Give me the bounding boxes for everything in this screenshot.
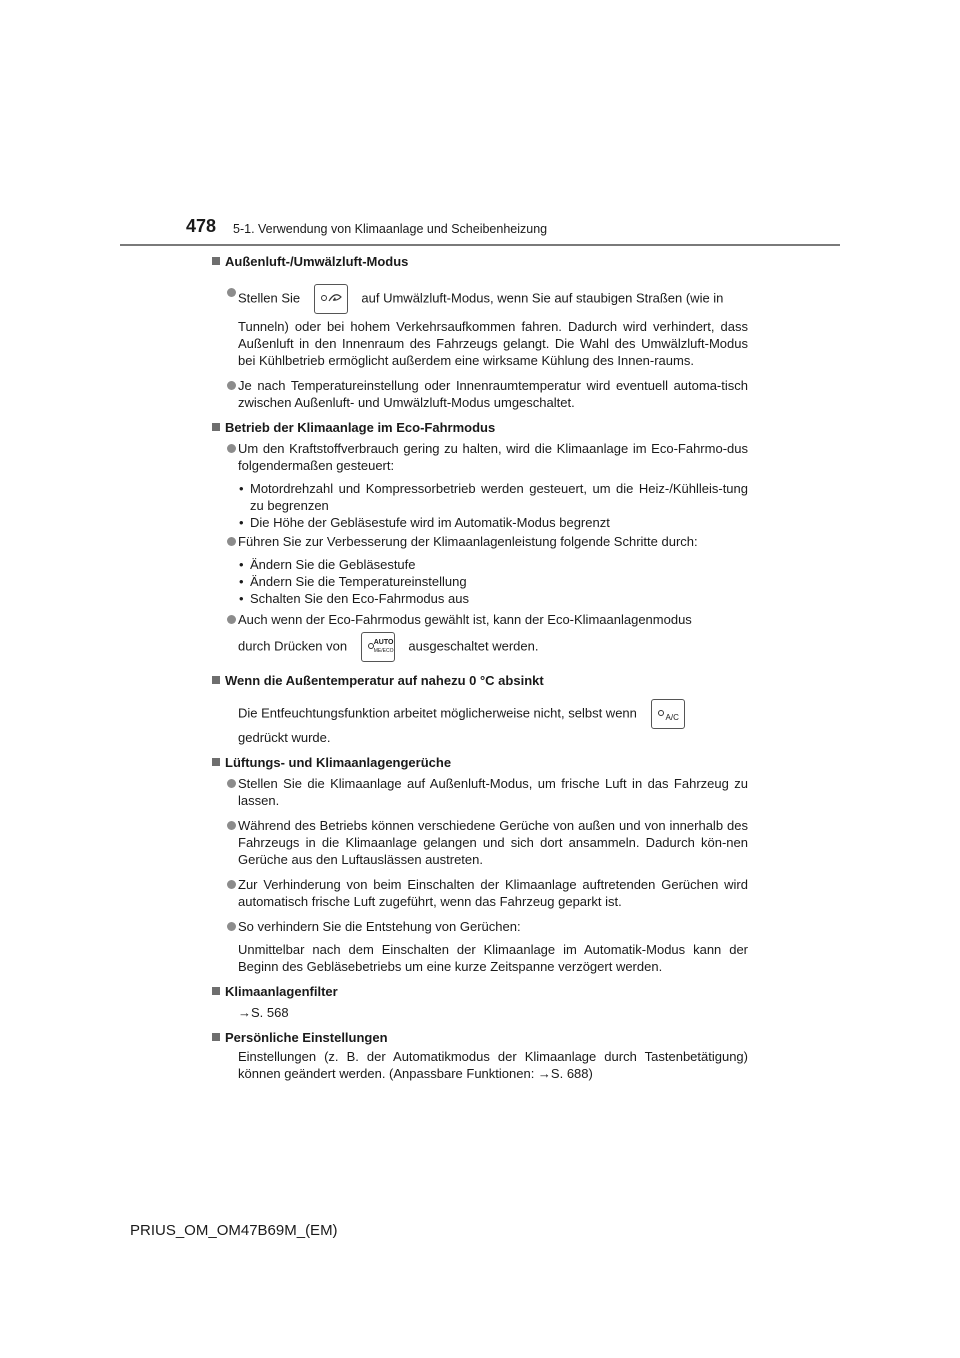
list-item: • Ändern Sie die Gebläsestufe	[210, 556, 748, 573]
bullet-item: Führen Sie zur Verbesserung der Klimaanlagenleistung folgende Schritte durch:	[210, 533, 748, 550]
page-reference[interactable]: →S. 568	[238, 1005, 289, 1020]
bullet-item: Um den Kraftstoffverbrauch gering zu halten, wird die Klimaanlage im Eco-Fahrmo-dus folgendermaßen gesteuert:	[210, 440, 748, 474]
section-heading: Klimaanlagenfilter	[210, 983, 748, 1000]
bullet-item: Je nach Temperatureinstellung oder Innenraumtemperatur wird eventuell automa-tisch zwischen Außenluft- und Umwälzluft-Modus umgeschaltet.	[210, 377, 748, 411]
chapter-title: 5-1. Verwendung von Klimaanlage und Scheibenheizung	[233, 222, 548, 236]
bullet-item: Stellen Sie die Klimaanlage auf Außenluft-Modus, um frische Luft in das Fahrzeug zu lassen.	[210, 775, 748, 809]
auto-eco-button-icon: AUTO ME/ECO	[361, 632, 395, 662]
list-item: • Motordrehzahl und Kompressorbetrieb werden gesteuert, um die Heiz-/Kühlleis-tung zu begrenzen	[210, 480, 748, 514]
paragraph: Einstellungen (z. B. der Automatikmodus der Klimaanlage durch Tastenbetätigung) können geändert werden. (Anpassbare Funktionen: →S. 688)	[238, 1049, 748, 1081]
bullet-continuation: Tunneln) oder bei hohem Verkehrsaufkommen fahren. Dadurch wird verhindert, dass Außenluft in den Innenraum des Fahrzeugs gelangt. Die Wahl des Umwälzluft-Modus bei Kühlbetrieb ermöglicht außerdem eine wirksame Kühlung des Innen-raums.	[238, 319, 748, 368]
paragraph: Unmittelbar nach dem Einschalten der Klimaanlage im Automatik-Modus kann der Beginn des Gebläsebetriebs um eine kurze Zeitspanne verzögert werden.	[238, 942, 748, 974]
recirculation-button-icon	[314, 284, 348, 314]
ac-button-icon: A/C	[651, 699, 685, 729]
page-number: 478	[186, 216, 217, 236]
bullet-item: Auch wenn der Eco-Fahrmodus gewählt ist, kann der Eco-Klimaanlagenmodus	[210, 611, 748, 628]
list-item: • Schalten Sie den Eco-Fahrmodus aus	[210, 590, 748, 607]
page-content	[210, 253, 748, 1082]
section-heading: Wenn die Außentemperatur auf nahezu 0 °C absinkt	[210, 672, 748, 689]
bullet-continuation: durch Drücken von AUTO ME/ECO ausgeschaltet werden.	[210, 632, 748, 662]
section-heading: Lüftungs- und Klimaanlagengerüche	[210, 754, 748, 771]
section-heading: Persönliche Einstellungen	[210, 1029, 748, 1046]
bullet-item	[210, 284, 748, 314]
bullet-item: So verhindern Sie die Entstehung von Gerüchen:	[210, 918, 748, 935]
section-heading: Außenluft-/Umwälzluft-Modus	[210, 253, 748, 270]
list-item: • Die Höhe der Gebläsestufe wird im Automatik-Modus begrenzt	[210, 514, 748, 531]
paragraph: Die Entfeuchtungsfunktion arbeitet möglicherweise nicht, selbst wenn A/C gedrückt wurde.	[210, 699, 748, 746]
header-rule	[120, 244, 840, 246]
bullet-text: auf Umwälzluft-Modus, wenn Sie auf staubigen Straßen (wie in	[361, 290, 724, 306]
list-item: • Ändern Sie die Temperatureinstellung	[210, 573, 748, 590]
section-heading: Betrieb der Klimaanlage im Eco-Fahrmodus	[210, 419, 748, 436]
footer-code: PRIUS_OM_OM47B69M_(EM)	[130, 1222, 338, 1239]
bullet-item: Während des Betriebs können verschiedene Gerüche von außen und von innerhalb des Fahrzeugs in die Klimaanlage gelangen und sich dort ansammeln. Dadurch kön-nen Gerüche aus den Luftauslässen austreten.	[210, 817, 748, 868]
bullet-item: Zur Verhinderung von beim Einschalten der Klimaanlage auftretenden Gerüchen wird automatisch frische Luft zugeführt, wenn das Fahrzeug geparkt ist.	[210, 876, 748, 910]
bullet-text: Stellen Sie	[238, 290, 301, 306]
